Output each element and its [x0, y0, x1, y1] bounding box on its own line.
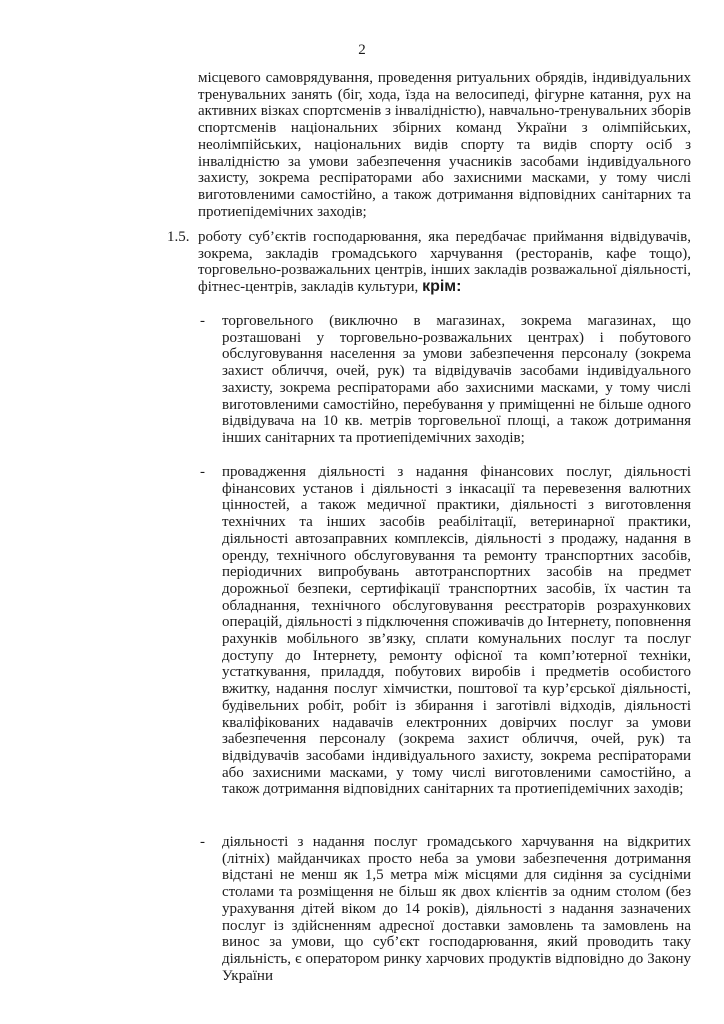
exception-item-services — [222, 464, 691, 798]
continuation-text: місцевого самоврядування, проведення ритуальних обрядів, індивідуальних тренувальних занять (біг, хода, їзда на велосипеді, фігурне катання, рух на активних візках спортсменів з інвалідністю), навчально-тренувальних зборів спортсменів національних збірних команд України з олімпійських, неолімпійських, національних видів спорту та видів спорту осіб з інвалідністю за умови забезпечення учасників засобами індивідуального захисту, зокрема респіраторами або захисними масками, у тому числі виготовленими самостійно, а також дотримання відповідних санітарних та протиепідемічних заходів; — [198, 70, 691, 220]
bullet-marker: - — [200, 464, 205, 480]
exception-text: провадження діяльності з надання фінансових послуг, діяльності фінансових установ і діяльності з інкасації та перевезення валютних цінностей, а також медичної практики, діяльності з виготовлення технічних та інших засобів реабілітації, ветеринарної практики, діяльності автозаправних комплексів, діяльності з продажу, надання в оренду, технічного обслуговування та ремонту транспортних засобів, періодичних випробувань автотранспортних засобів на предмет дорожньої безпеки, сертифікації транспортних засобів, їх частин та обладнання, технічного обслуговування реєстраторів розрахункових операцій, діяльності з підключення споживачів до Інтернету, поповнення рахунків мобільного зв’язку, сплати комунальних послуг та послуг доступу до Інтернету, ремонту офісної та комп’ютерної техніки, устаткування, приладдя, побутових виробів і предметів особистого вжитку, надання послуг хімчистки, поштової та кур’єрської діяльності, будівельних робіт, робіт із збирання і заготівлі відходів, діяльності кваліфікованих надавачів електронних довірчих послуг за умови забезпечення персоналу (зокрема захист обличчя, очей, рук) та відвідувачів засобами індивідуального захисту, зокрема респіраторами або захисними масками, у тому числі виготовленими самостійно, а також дотримання відповідних санітарних та протиепідемічних заходів; — [222, 464, 691, 798]
continuation-paragraph — [198, 70, 691, 220]
item-1-5-emphasis: крім: — [422, 278, 462, 296]
item-1-5-text: роботу суб’єктів господарювання, яка передбачає приймання відвідувачів, зокрема, закладів громадського харчування (ресторанів, кафе тощо), торговельно-розважальних центрів, інших закладів розважальної діяльності, фітнес-центрів, закладів культури, — [198, 229, 691, 296]
exception-text: торговельного (виключно в магазинах, зокрема магазинах, що розташовані у торговельно-розважальних центрах) і побутового обслуговування населення за умови забезпечення персоналу (зокрема захист обличчя, очей, рук) та відвідувачів засобами індивідуального захисту, зокрема респіраторами або захисними масками, у тому числі виготовленими самостійно, перебування у приміщенні не більше одного відвідувача на 10 кв. метрів торговельної площі, а також дотримання інших санітарних та протиепідемічних заходів; — [222, 313, 691, 446]
item-1-5-body — [198, 229, 691, 296]
exception-item-catering — [222, 834, 691, 984]
exception-text: діяльності з надання послуг громадського харчування на відкритих (літніх) майданчиках просто неба за умови забезпечення дотримання відстані не менш як 1,5 метра між місцями для сидіння за сусідніми столами та розміщення не більш як двох клієнтів за одним столом (без урахування дітей віком до 14 років), діяльності з надання зазначених послуг із здійсненням адресної доставки замовлень та замовлень на винос за умови, що суб’єкт господарювання, який проводить таку діяльність, є оператором ринку харчових продуктів відповідно до Закону України — [222, 834, 691, 984]
exception-item-retail — [222, 313, 691, 447]
bullet-marker: - — [200, 834, 205, 850]
bullet-marker: - — [200, 313, 205, 329]
page-number: 2 — [358, 42, 366, 58]
item-number-1-5: 1.5. — [167, 229, 190, 245]
